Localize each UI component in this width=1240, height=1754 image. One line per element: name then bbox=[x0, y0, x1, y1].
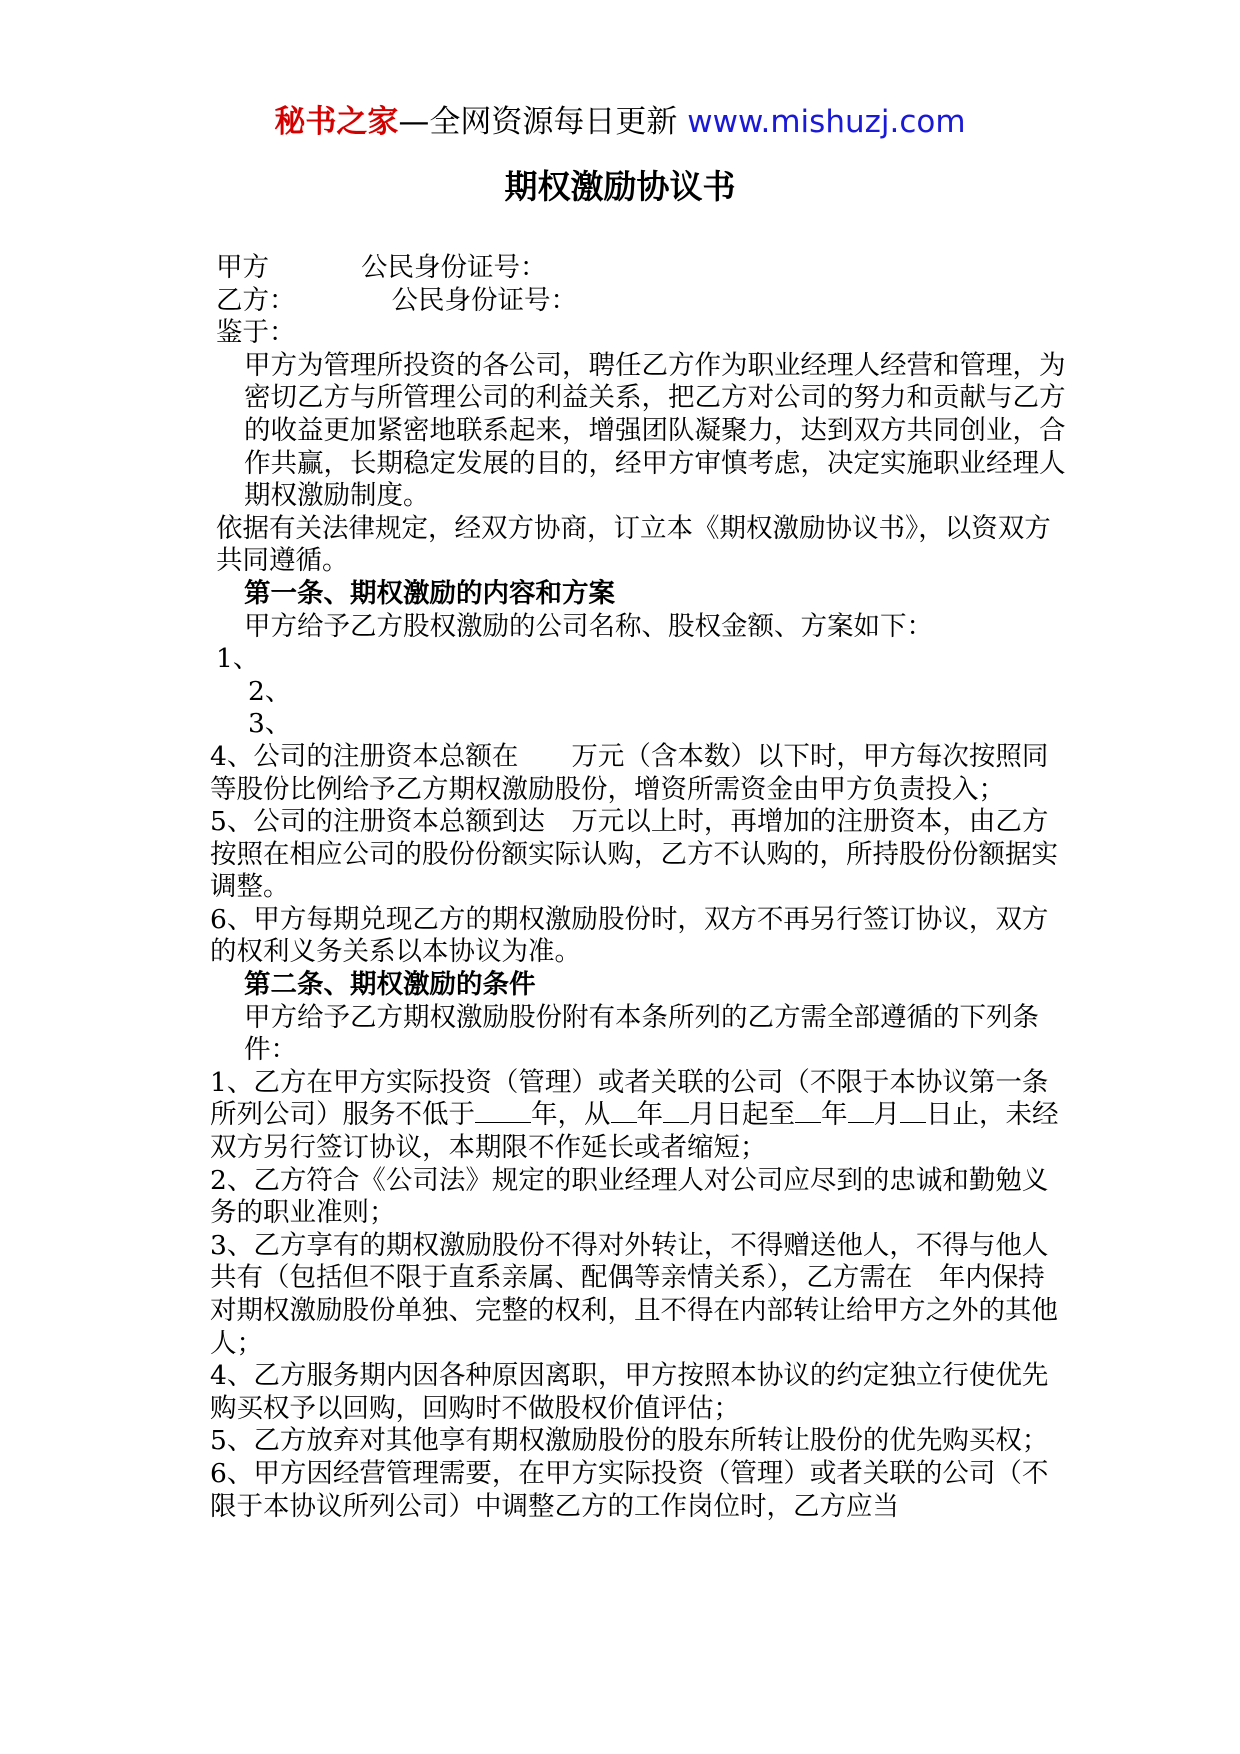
article2-item: 6、甲方因经营管理需要，在甲方实际投资（管理）或者关联的公司（不限于本协议所列公司）中调整乙方的工作岗位时，乙方应当 bbox=[210, 1457, 1049, 1522]
site-url-link[interactable]: www.mishuzj.com bbox=[687, 104, 966, 140]
blank-field bbox=[848, 1122, 874, 1123]
blank-field bbox=[663, 1122, 689, 1123]
article1-heading: 第一条、期权激励的内容和方案 bbox=[244, 577, 615, 609]
preamble-paragraph: 甲方为管理所投资的各公司，聘任乙方作为职业经理人经营和管理，为密切乙方与所管理公司的利益关系，把乙方对公司的努力和贡献与乙方的收益更加紧密地联系起来，增强团队凝聚力，达到双方共同创业，合作共赢，长期稳定发展的目的，经甲方审慎考虑，决定实施职业经理人期权激励制度。 bbox=[244, 349, 1066, 512]
blank-field bbox=[475, 1122, 531, 1123]
article2-intro: 甲方给予乙方期权激励股份附有本条所列的乙方需全部遵循的下列条件： bbox=[244, 1001, 1039, 1066]
article1-item: 6、甲方每期兑现乙方的期权激励股份时，双方不再另行签订协议，双方的权利义务关系以本协议为准。 bbox=[210, 903, 1049, 968]
blank-field bbox=[611, 1122, 637, 1123]
article1-intro: 甲方给予乙方股权激励的公司名称、股权金额、方案如下： bbox=[244, 610, 933, 642]
article1-item: 1、 bbox=[216, 643, 260, 675]
document-body bbox=[188, 252, 1068, 1523]
party-a-id-label: 公民身份证号： bbox=[361, 252, 547, 283]
article1-item: 4、公司的注册资本总额在 万元（含本数）以下时，甲方每次按照同等股份比例给予乙方期权激励股份，增资所需资金由甲方负责投入； bbox=[210, 740, 1049, 805]
blank-field bbox=[795, 1122, 821, 1123]
article2-item: 4、乙方服务期内因各种原因离职，甲方按照本协议的约定独立行使优先购买权予以回购，回购时不做股权价值评估； bbox=[210, 1360, 1049, 1424]
article1-item: 5、公司的注册资本总额到达 万元以上时，再增加的注册资本，由乙方按照在相应公司的股份份额实际认购，乙方不认购的，所持股份份额据实调整。 bbox=[210, 806, 1058, 903]
article2-item: 5、乙方放弃对其他享有期权激励股份的股东所转让股份的优先购买权； bbox=[210, 1425, 1049, 1457]
party-b-id-label: 公民身份证号： bbox=[391, 284, 577, 316]
article2-item: 1、乙方在甲方实际投资（管理）或者关联的公司（不限于本协议第一条所列公司）服务不低于 年，从 年 月日起至 年 月 日止，未经双方另行签订协议，本期限不作延长或者缩短； bbox=[210, 1066, 1059, 1164]
preamble-paragraph: 依据有关法律规定，经双方协商，订立本《期权激励协议书》，以资双方共同遵循。 bbox=[216, 512, 1051, 577]
article2-item: 3、乙方享有的期权激励股份不得对外转让，不得赠送他人，不得与他人共有（包括但不限于直系亲属、配偶等亲情关系），乙方需在 年内保持对期权激励股份单独、完整的权利，且不得在内部转让给甲方之外的其他人； bbox=[210, 1229, 1058, 1359]
party-a-label: 甲方 bbox=[216, 252, 269, 283]
whereas-label: 鉴于： bbox=[216, 317, 296, 349]
blank-field bbox=[900, 1122, 926, 1123]
article2-item: 2、乙方符合《公司法》规定的职业经理人对公司应尽到的忠诚和勤勉义务的职业准则； bbox=[210, 1164, 1049, 1229]
party-b-label: 乙方： bbox=[216, 284, 296, 316]
party-a-line bbox=[188, 252, 1068, 285]
party-b-line bbox=[188, 285, 1068, 318]
brand-name: 秘书之家 bbox=[274, 104, 399, 140]
banner-tagline: —全网资源每日更新 bbox=[398, 104, 688, 140]
document-title: 期权激励协议书 bbox=[504, 167, 736, 206]
article2-heading: 第二条、期权激励的条件 bbox=[244, 969, 536, 1001]
article1-item: 3、 bbox=[248, 708, 292, 740]
site-banner bbox=[0, 102, 1240, 142]
article1-item: 2、 bbox=[248, 675, 292, 707]
